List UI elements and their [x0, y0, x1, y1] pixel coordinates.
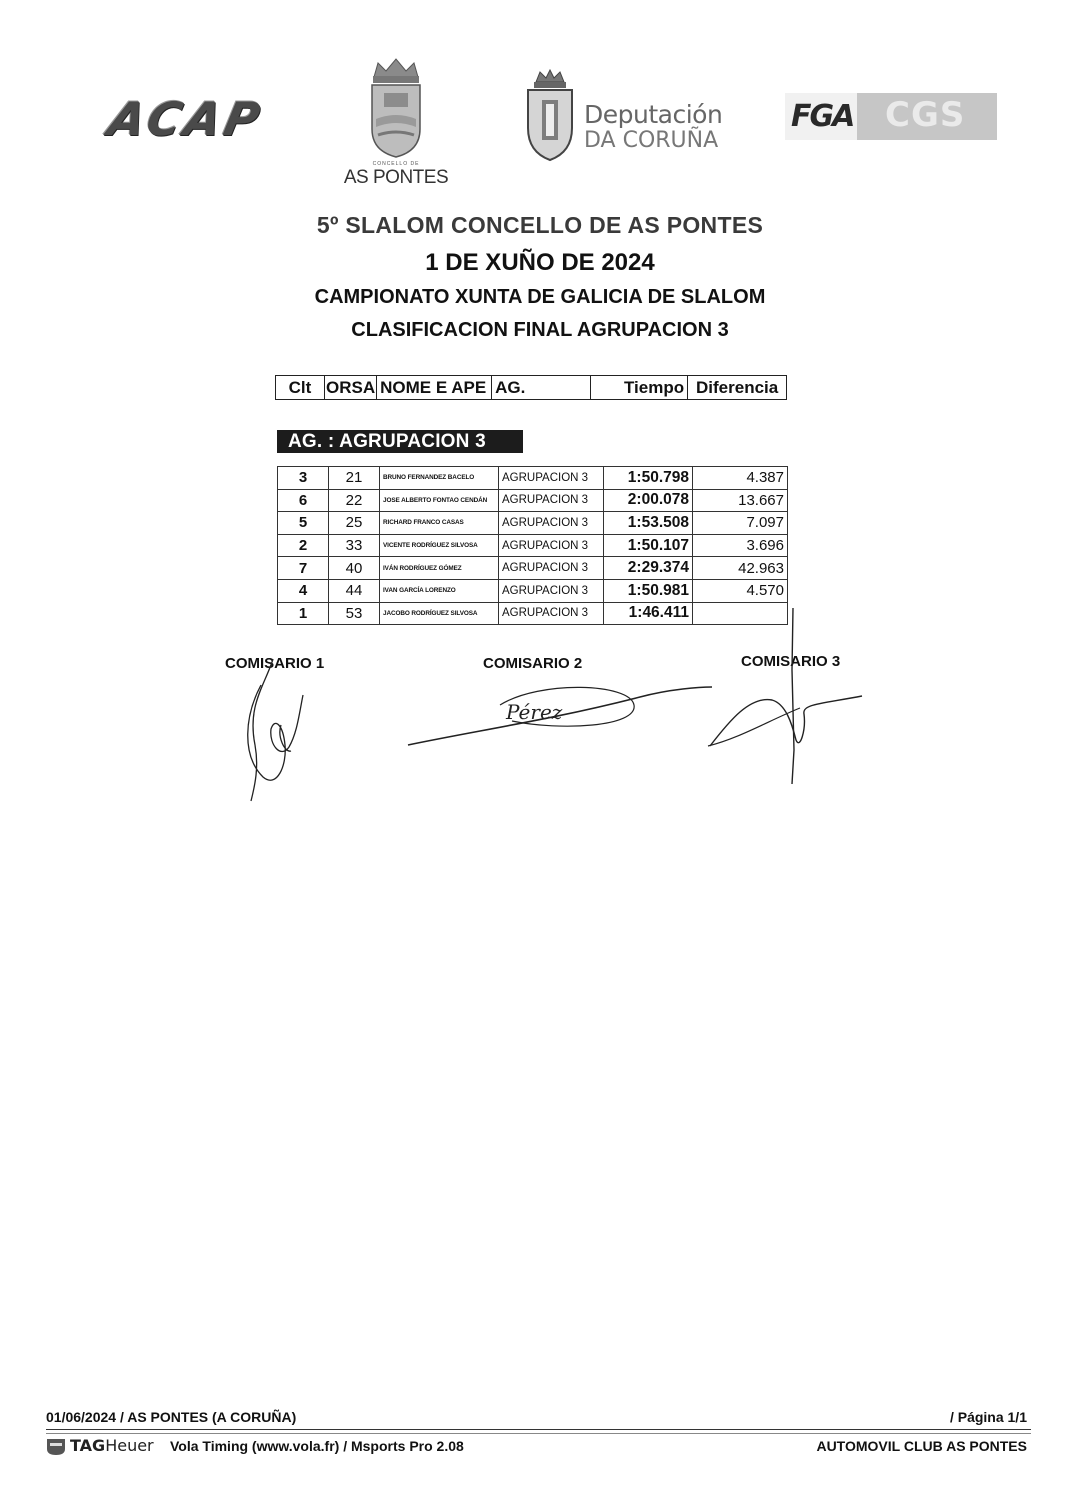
table-row [278, 557, 788, 580]
footer-divider-thin [46, 1433, 1031, 1434]
header-diferencia: Diferencia [688, 376, 787, 400]
deputacion-line-1: Deputación [584, 100, 723, 129]
deputacion-line-2: DA CORUÑA [584, 128, 719, 153]
crest-icon [340, 55, 452, 161]
cell-number: 25 [329, 512, 380, 535]
commissioner-1-signature [225, 655, 325, 810]
as-pontes-small-caption: CONCELLO DE [372, 161, 420, 167]
cell-number: 22 [329, 489, 380, 512]
cell-group: AGRUPACION 3 [499, 512, 604, 535]
header-tiempo: Tiempo [591, 376, 688, 400]
commissioner-3-label: COMISARIO 3 [741, 653, 841, 670]
as-pontes-crest-logo [340, 55, 452, 195]
cell-position: 3 [278, 467, 329, 490]
tag-heuer-wordmark: TAGHeuer [70, 1436, 154, 1455]
cell-driver-name: IVÁN RODRÍGUEZ GÓMEZ [380, 557, 499, 580]
header-ag: AG. [492, 376, 591, 400]
cell-difference: 13.667 [693, 489, 788, 512]
header-clt: Clt [276, 376, 325, 400]
cell-difference: 3.696 [693, 534, 788, 557]
cell-position: 7 [278, 557, 329, 580]
commissioner-2-signature-text: Pérez [506, 700, 563, 724]
cell-time: 1:50.981 [604, 579, 693, 602]
cell-position: 2 [278, 534, 329, 557]
table-row [278, 534, 788, 557]
cell-group: AGRUPACION 3 [499, 557, 604, 580]
cgs-logo-text: CGS [885, 95, 966, 135]
cell-driver-name: JOSE ALBERTO FONTAO CENDÁN [380, 489, 499, 512]
cell-time: 2:00.078 [604, 489, 693, 512]
tag-heuer-logo [46, 1436, 164, 1458]
event-title: 5º SLALOM CONCELLO DE AS PONTES [316, 212, 764, 238]
footer-software-credit: Vola Timing (www.vola.fr) / Msports Pro 2.08 [170, 1438, 464, 1454]
cell-time: 1:50.107 [604, 534, 693, 557]
table-row [278, 467, 788, 490]
acap-logo-text: ACAP [103, 92, 269, 146]
as-pontes-caption: AS PONTES [343, 167, 449, 188]
deputacion-crest-icon [520, 68, 580, 163]
footer-page-number: / Página 1/1 [949, 1409, 1027, 1425]
table-row [278, 579, 788, 602]
event-date: 1 DE XUÑO DE 2024 [425, 249, 655, 276]
cell-difference: 42.963 [693, 557, 788, 580]
championship-title: CAMPIONATO XUNTA DE GALICIA DE SLALOM [314, 286, 766, 308]
cell-group: AGRUPACION 3 [499, 467, 604, 490]
cell-position: 4 [278, 579, 329, 602]
cell-number: 40 [329, 557, 380, 580]
cell-difference: 4.570 [693, 579, 788, 602]
cell-driver-name: IVAN GARCÍA LORENZO [380, 579, 499, 602]
cell-position: 6 [278, 489, 329, 512]
acap-logo [68, 92, 304, 146]
cell-number: 21 [329, 467, 380, 490]
cell-position: 5 [278, 512, 329, 535]
cell-difference: 4.387 [693, 467, 788, 490]
cell-number: 44 [329, 579, 380, 602]
cell-difference: 7.097 [693, 512, 788, 535]
table-row [278, 489, 788, 512]
fga-logo-text: FGA [791, 99, 854, 134]
header-orsa: ORSA [325, 376, 377, 400]
cell-driver-name: JACOBO RODRÍGUEZ SILVOSA [380, 602, 499, 625]
cell-group: AGRUPACION 3 [499, 602, 604, 625]
group-banner: AG. : AGRUPACION 3 [277, 430, 523, 453]
cell-number: 33 [329, 534, 380, 557]
cell-driver-name: BRUNO FERNANDEZ BACELO [380, 467, 499, 490]
footer-divider [46, 1429, 1031, 1430]
cell-group: AGRUPACION 3 [499, 579, 604, 602]
cell-time: 1:53.508 [604, 512, 693, 535]
cell-driver-name: RICHARD FRANCO CASAS [380, 512, 499, 535]
commissioner-3-signature [700, 600, 870, 790]
header-name: NOME E APE [377, 376, 492, 400]
classification-title: CLASIFICACION FINAL AGRUPACION 3 [351, 319, 729, 341]
fga-cgs-logo [785, 93, 997, 140]
cell-position: 1 [278, 602, 329, 625]
column-header-row [276, 376, 787, 400]
commissioner-1-label: COMISARIO 1 [225, 655, 325, 672]
cell-driver-name: VICENTE RODRÍGUEZ SILVOSA [380, 534, 499, 557]
cell-time: 1:50.798 [604, 467, 693, 490]
cell-number: 53 [329, 602, 380, 625]
cell-group: AGRUPACION 3 [499, 489, 604, 512]
commissioner-2-label: COMISARIO 2 [483, 655, 583, 672]
column-header-table [275, 375, 787, 400]
deputacion-coruna-logo [520, 68, 725, 163]
cell-time: 1:46.411 [604, 602, 693, 625]
commissioner-2-signature [400, 675, 720, 755]
tag-heuer-shield-icon [46, 1438, 66, 1456]
footer-club-name: AUTOMOVIL CLUB AS PONTES [816, 1438, 1027, 1454]
footer-date-place: 01/06/2024 / AS PONTES (A CORUÑA) [46, 1409, 297, 1425]
table-row [278, 512, 788, 535]
cell-group: AGRUPACION 3 [499, 534, 604, 557]
cell-time: 2:29.374 [604, 557, 693, 580]
